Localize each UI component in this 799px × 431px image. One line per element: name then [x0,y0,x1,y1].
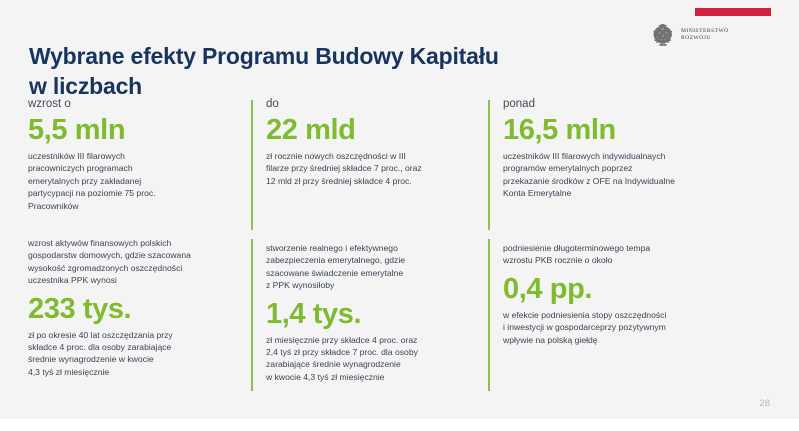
stat-block-1-top [28,97,250,212]
stat-1-bottom-value: 233 tys. [28,292,132,325]
text-line: z PPK wynosiłoby [266,280,335,291]
stat-2-top-description [266,150,488,187]
text-line: zabezpieczenia emerytalnego, gdzie [266,255,406,266]
stat-1-top-value: 5,5 mln [28,114,126,146]
bottom-white-strip [0,419,799,431]
page-number: 28 [759,398,770,409]
text-line: uczestników III filarowych [28,151,125,161]
text-line: wysokość zgromadzonych oszczędności [28,262,183,273]
stat-3-top-value: 16,5 mln [503,114,616,146]
stat-2-bottom-intro [266,242,488,292]
text-line: pracowniczych programach [28,163,133,174]
stat-2-top-lead: do [266,98,279,110]
text-line: gospodarstw domowych, gdzie szacowana [28,250,191,261]
text-line: składce 4 proc. dla osoby zarabiające [28,342,172,353]
ministry-logo [652,22,729,48]
statistics-column-1 [28,97,250,397]
column-divider-2-top [488,100,490,230]
stat-3-top-description [503,150,725,200]
column-divider-2-bottom [488,239,490,391]
stat-3-bottom-value: 0,4 pp. [503,272,593,305]
stat-3-top-lead: ponad [503,98,535,110]
stat-block-2-top [266,97,488,187]
statistics-column-3 [503,97,725,397]
text-line: szacowane świadczenie emerytalne [266,267,404,278]
statistics-grid [28,97,770,397]
stat-block-3-top [503,97,725,200]
slide-title [29,41,629,101]
text-line: wpływie na polską giełdę [503,334,598,345]
text-line: przekazanie środków z OFE na Indywidualne [503,175,675,186]
text-line: zł po okresie 40 lat oszczędzania przy [28,329,173,340]
text-line: Pracowników [28,200,79,211]
text-line: 12 mld zł przy średniej składce 4 proc. [266,175,412,186]
text-line: w kwocie 4,3 tyś zł miesięcznie [266,371,385,382]
text-line: emerytalnych przy zakładanej [28,175,142,186]
text-line: programów emerytalnych poprzez [503,163,633,174]
stat-1-bottom-intro [28,237,250,287]
column-divider-1-top [251,100,253,230]
stat-1-top-lead: wzrost o [28,98,71,110]
stat-2-bottom-value: 1,4 tys. [266,297,362,330]
text-line: średnie wynagrodzenie w kwocie [28,354,154,365]
text-line: Konta Emerytalne [503,188,572,199]
ministry-logo-line-1: MINISTERSTWO [681,27,729,34]
text-line: wzrostu PKB rocznie o około [503,255,613,266]
text-line: uczestników III filarowych indywidualnaych [503,151,666,161]
stat-3-bottom-description [503,309,725,346]
stat-2-bottom-description [266,334,488,384]
stat-1-bottom-description [28,329,250,379]
text-line: i inwestycji w gospodarceprzy pozytywnym [503,322,666,333]
text-line: 2,4 tyś zł przy składce 7 proc. dla osoby [266,347,418,358]
statistics-column-2 [266,97,488,397]
text-line: stworzenie realnego i efektywnego [266,243,398,253]
ministry-logo-text [681,28,729,43]
text-line: podniesienie długoterminowego tempa [503,243,651,253]
ministry-logo-line-2: ROZWOJU [681,35,711,41]
stat-1-top-description [28,150,250,212]
stat-3-bottom-intro [503,242,725,267]
text-line: zarabiające średnie wynagrodzenie [266,359,401,370]
slide-title-line-1: Wybrane efekty Programu Budowy Kapitału [29,43,499,70]
stat-block-1-bottom [28,237,250,378]
column-divider-1-bottom [251,239,253,391]
text-line: zł miesięcznie przy składce 4 proc. oraz [266,334,418,345]
red-accent-bar [695,8,771,16]
text-line: zł rocznie nowych oszczędności w III [266,151,406,161]
text-line: 4,3 tyś zł miesięcznie [28,366,110,377]
polish-eagle-emblem-icon [652,22,674,48]
stat-block-2-bottom [266,242,488,383]
slide-title-line-2: w liczbach [29,73,143,100]
stat-2-top-value: 22 mld [266,114,356,146]
stat-block-3-bottom [503,242,725,346]
text-line: w efekcie podniesienia stopy oszczędności [503,309,667,320]
text-line: filarze przy średniej składce 7 proc., oraz [266,163,422,174]
text-line: partycypacji na poziomie 75 proc. [28,188,156,199]
text-line: uczestnika PPK wynosi [28,275,117,286]
text-line: wzrost aktywów finansowych polskich [28,238,172,248]
